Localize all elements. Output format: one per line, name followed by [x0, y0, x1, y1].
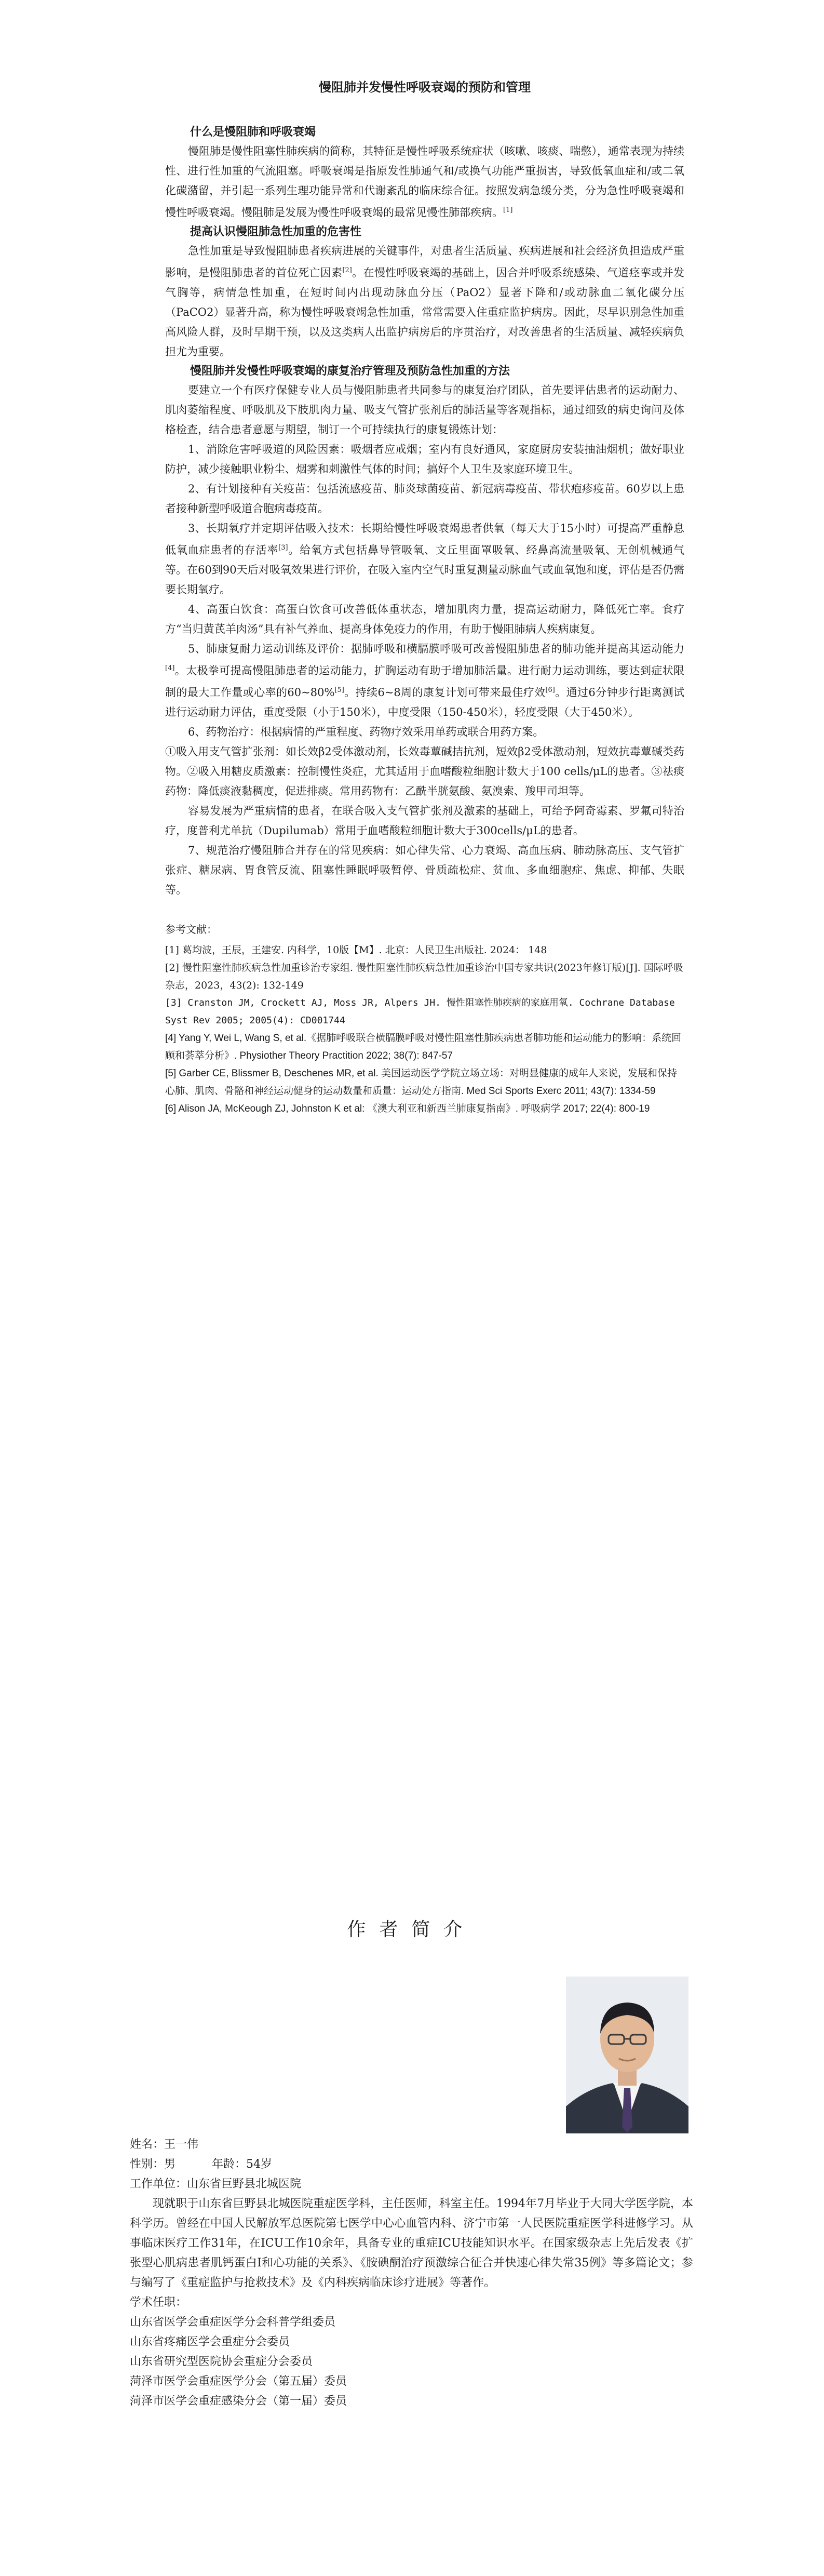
author-photo [566, 1977, 688, 2133]
citation: [6] [545, 686, 555, 694]
author-age: 年龄：54岁 [212, 2158, 273, 2171]
section-heading-exacerbation: 提高认识慢阻肺急性加重的危害性 [190, 225, 362, 238]
portrait-image [566, 1977, 688, 2133]
position-item: 山东省医学会重症医学分会科普学组委员 [130, 2316, 336, 2329]
list-item-diet: 4、高蛋白饮食：高蛋白饮食可改善低体重状态，增加肌肉力量，提高运动耐力，降低死亡率。食疗方“当归黄芪羊肉汤”具有补气养血、提高身体免疫力的作用，有助于慢阻肺病人疾病康复。 [165, 603, 684, 635]
article-title: 慢阻肺并发慢性呼吸衰竭的预防和管理 [319, 79, 531, 95]
paragraph-exacerbation: 急性加重是导致慢阻肺患者疾病进展的关键事件，对患者生活质量、疾病进展和社会经济负担造成严重影响，是慢阻肺患者的首位死亡因素[2]。在慢性呼吸衰竭的基础上，因合并呼吸系统感染、气道痉挛或并发气胸等，病情急性加重，在短时间内出现动脉血分压（PaO2）显著下降和/或动脉血二氧化碳分压（PaCO2）显著升高，称为慢性呼吸衰竭急性加重，常常需要入住重症监护病房。因此，尽早识别急性加重高风险人群，及时早期干预，以及这类病人出监护病房后的序贯治疗，对改善患者的生活质量、减轻疾病负担尤为重要。 [165, 245, 685, 358]
reference-item: [1] 葛均波，王辰，王建安. 内科学，10版【M】. 北京：人民卫生出版社. 2024： 148 [165, 944, 547, 956]
citation: [4] [165, 664, 175, 672]
author-section [130, 1917, 693, 2408]
position-item: 菏泽市医学会重症感染分会（第一届）委员 [130, 2395, 347, 2408]
list-item-exercise: 5、肺康复耐力运动训练及评价：据肺呼吸和横膈膜呼吸可改善慢阻肺患者的肺功能并提高其运动能力[4]。太极拳可提高慢阻肺患者的运动能力，扩胸运动有助于增加肺活量。进行耐力运动训练，要达到症状限制的最大工作量或心率的60~80%[5]。持续6~8周的康复计划可带来最佳疗效[6]。通过6分钟步行距离测试进行运动耐力评估，重度受限（小于150米），中度受限（150-450米），轻度受限（大于450米）。 [165, 643, 684, 718]
citation: [1] [503, 206, 513, 214]
medication-severe: 容易发展为严重病情的患者，在联合吸入支气管扩张剂及激素的基础上，可给予阿奇霉素、罗氟司特治疗，度普利尤单抗（Dupilumab）常用于血嗜酸粒细胞计数大于300cells/μL的患者。 [165, 805, 684, 837]
medication-details: ①吸入用支气管扩张剂：如长效β2受体激动剂，长效毒蕈碱拮抗剂，短效β2受体激动剂，短效抗毒蕈碱类药物。②吸入用糖皮质激素：控制慢性炎症，尤其适用于血嗜酸粒细胞计数大于100 cells/μL的患者。③祛痰药物：降低痰液黏稠度，促进排痰。常用药物有：乙酰半胱氨酸、氨溴索、羧甲司坦等。 [165, 745, 684, 797]
section-heading-management: 慢阻肺并发慢性呼吸衰竭的康复治疗管理及预防急性加重的方法 [190, 364, 510, 378]
reference-item: [5] Garber CE, Blissmer B, Deschenes MR, et al. 美国运动医学学院立场立场：对明显健康的成年人来说，发展和保持心肺、肌肉、骨骼和神经运动健身的运动数量和质量：运动处方指南. Med Sci Sports Exerc 2011; 43(7): 1334-59 [165, 1068, 678, 1097]
positions-heading: 学术任职： [130, 2296, 187, 2309]
list-item-medication: 6、药物治疗：根据病情的严重程度、药物疗效采用单药或联合用药方案。 [188, 726, 544, 738]
list-item-risk-factors: 1、消除危害呼吸道的风险因素：吸烟者应戒烟；室内有良好通风，家庭厨房安装抽油烟机；做好职业防护，减少接触职业粉尘、烟雾和刺激性气体的时间；搞好个人卫生及家庭环境卫生。 [165, 443, 684, 475]
reference-item: [2] 慢性阻塞性肺疾病急性加重诊治专家组. 慢性阻塞性肺疾病急性加重诊治中国专家共识(2023年修订版)[J]. 国际呼吸杂志，2023，43(2): 132-149 [165, 962, 683, 991]
section-heading-copd: 什么是慢阻肺和呼吸衰竭 [190, 125, 316, 139]
list-item-vaccines: 2、有计划接种有关疫苗：包括流感疫苗、肺炎球菌疫苗、新冠病毒疫苗、带状疱疹疫苗。60岁以上患者接种新型呼吸道合胞病毒疫苗。 [165, 483, 684, 515]
author-heading: 作者简介 [347, 1919, 476, 1940]
position-item: 山东省疼痛医学会重症分会委员 [130, 2335, 290, 2348]
article-body [165, 78, 684, 1118]
citation: [2] [342, 266, 352, 274]
author-info [130, 2135, 693, 2411]
author-bio: 现就职于山东省巨野县北城医院重症医学科，主任医师，科室主任。1994年7月毕业于大同大学医学院，本科学历。曾经在中国人民解放军总医院第七医学中心心血管内科、济宁市第一人民医院重症医学科进修学习。从事临床医疗工作31年，在ICU工作10余年，具备专业的重症ICU技能知识水平。在国家级杂志上先后发表《扩张型心肌病患者肌钙蛋白I和心功能的关系》、《胺碘酮治疗预激综合征合并快速心律失常35例》等多篇论文；参与编写了《重症监护与抢救技术》及《内科疾病临床诊疗进展》等著作。 [130, 2197, 693, 2289]
reference-item: [6] Alison JA, McKeough ZJ, Johnston K et al: 《澳大利亚和新西兰肺康复指南》. 呼吸病学 2017; 22(4): 800-19 [165, 1103, 650, 1114]
references-heading: 参考文献： [165, 923, 217, 936]
reference-item: [4] Yang Y, Wei L, Wang S, et al.《据肺呼吸联合横膈膜呼吸对慢性阻塞性肺疾病患者肺功能和运动能力的影响：系统回顾和荟萃分析》. Physiother Theory Practition 2022; 38(7): 847-57 [165, 1033, 682, 1061]
citation: [5] [334, 686, 344, 694]
author-gender-age [130, 2155, 693, 2174]
citation: [3] [278, 544, 288, 552]
position-item: 菏泽市医学会重症医学分会（第五届）委员 [130, 2375, 347, 2388]
author-workplace: 工作单位：山东省巨野县北城医院 [130, 2178, 302, 2191]
author-name: 姓名：王一伟 [130, 2138, 199, 2151]
reference-item: [3] Cranston JM, Crockett AJ, Moss JR, Alpers JH. 慢性阻塞性肺疾病的家庭用氧. Cochrane Database Syst Rev 2005; 2005(4): CD001744 [165, 997, 675, 1026]
list-item-oxygen: 3、长期氧疗并定期评估吸入技术：长期给慢性呼吸衰竭患者供氧（每天大于15小时）可提高严重静息低氧血症患者的存活率[3]。给氧方式包括鼻导管吸氧、文丘里面罩吸氧、经鼻高流量吸氧、无创机械通气等。在60到90天后对吸氧效果进行评价，在吸入室内空气时重复测量动脉血气或血氧饱和度，评估是否仍需要长期氧疗。 [165, 522, 685, 596]
paragraph-intro: 要建立一个有医疗保健专业人员与慢阻肺患者共同参与的康复治疗团队，首先要评估患者的运动耐力、肌肉萎缩程度、呼吸肌及下肢肌肉力量、吸支气管扩张剂后的肺活量等客观指标，通过细致的病史询问及体格检查，结合患者意愿与期望，制订一个可持续执行的康复锻炼计划： [165, 384, 684, 436]
position-item: 山东省研究型医院协会重症分会委员 [130, 2355, 313, 2368]
author-gender: 性别：男 [130, 2158, 176, 2171]
list-item-comorbidities: 7、规范治疗慢阻肺合并存在的常见疾病：如心律失常、心力衰竭、高血压病、肺动脉高压、支气管扩张症、糖尿病、胃食管反流、阻塞性睡眠呼吸暂停、骨质疏松症、贫血、多血细胞症、焦虑、抑郁、失眠等。 [165, 844, 684, 896]
paragraph-definition: 慢阻肺是慢性阻塞性肺疾病的简称，其特征是慢性呼吸系统症状（咳嗽、咳痰、喘憋），通常表现为持续性、进行性加重的气流阻塞。呼吸衰竭是指原发性肺通气和/或换气功能严重损害，导致低氧血症和/或二氧化碳潴留，并引起一系列生理功能异常和代谢紊乱的临床综合征。按照发病急缓分类，分为急性呼吸衰竭和慢性呼吸衰竭。慢阻肺是发展为慢性呼吸衰竭的最常见慢性肺部疾病。[1] [165, 145, 684, 219]
